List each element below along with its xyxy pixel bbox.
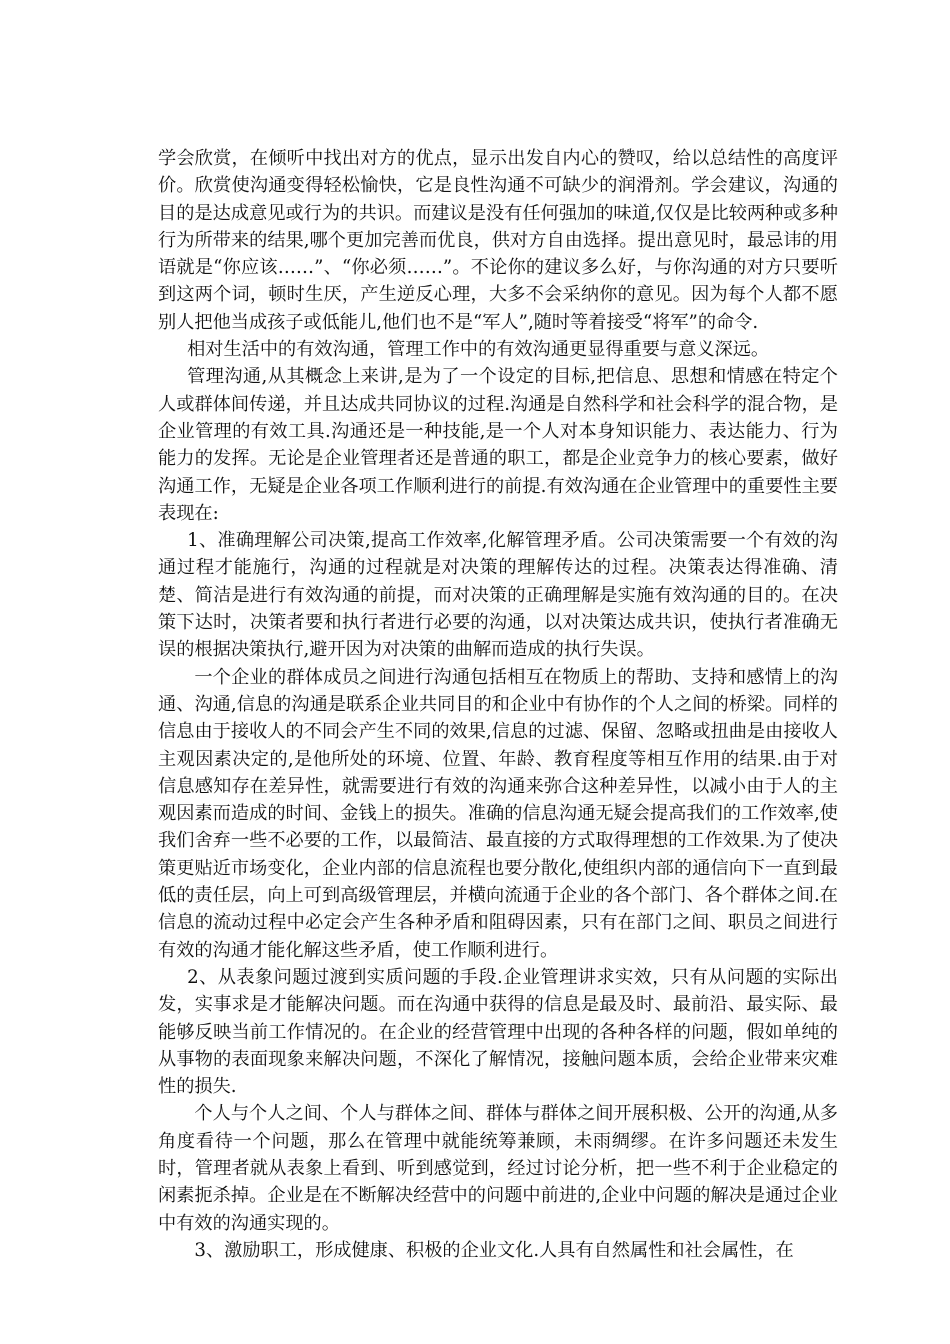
paragraph-point-2: 2、从表象问题过渡到实质问题的手段.企业管理讲求实效，只有从问题的实际出发，实事求是才能解决问题。而在沟通中获得的信息是最及时、最前沿、最实际、最能够反映当前工作情况的。在企业的经营管理中出现的各种各样的问题，假如单纯的从事物的表面现象来解决问题，不深化了解情况，接触问题本质，会给企业带来灾难性的损失. [158,966,838,1098]
paragraph-management-intro: 相对生活中的有效沟通，管理工作中的有效沟通更显得重要与意义深远。 [187,339,770,361]
paragraph-appreciation: 学会欣赏，在倾听中找出对方的优点，显示出发自内心的赞叹，给以总结性的高度评价。欣赏使沟通变得轻松愉快，它是良性沟通不可缺少的润滑剂。学会建议，沟通的目的是达成意见或行为的共识。而建议是没有任何强加的味道,仅仅是比较两种或多种行为所带来的结果,哪个更加完善而优良，供对方自由选择。提出意见时，最忌讳的用语就是“你应该……”、“你必须……”。不论你的建议多么好，与你沟通的对方只要听到这两个词，顿时生厌，产生逆反心理，大多不会采纳你的意见。因为每个人都不愿别人把他当成孩子或低能儿,他们也不是“军人”,随时等着接受“将军”的命令. [158,148,838,333]
paragraph-point-1: 1、准确理解公司决策,提高工作效率,化解管理矛盾。公司决策需要一个有效的沟通过程才能施行，沟通的过程就是对决策的理解传达的过程。决策表达得准确、清楚、简洁是进行有效沟通的前提，而对决策的正确理解是实施有效沟通的目的。在决策下达时，决策者要和执行者进行必要的沟通，以对决策达成共识，使执行者准确无误的根据决策执行,避开因为对决策的曲解而造成的执行失误。 [158,530,838,661]
paragraph-point-3: 3、激励职工，形成健康、积极的企业文化.人具有自然属性和社会属性，在 [194,1239,794,1261]
paragraph-open-communication: 个人与个人之间、个人与群体之间、群体与群体之间开展积极、公开的沟通,从多角度看待一个问题，那么在管理中就能统筹兼顾，未雨绸缪。在许多问题还未发生时，管理者就从表象上看到、听到感觉到，经过讨论分析，把一些不利于企业稳定的闲素扼杀掉。企业是在不断解决经营中的问题中前进的,企业中问题的解决是通过企业中有效的沟通实现的。 [158,1103,838,1234]
paragraph-management-communication: 管理沟通,从其概念上来讲,是为了一个设定的目标,把信息、思想和情感在特定个人或群体间传递，并且达成共同协议的过程.沟通是自然科学和社会科学的混合物，是企业管理的有效工具.沟通还是一种技能,是一个人对本身知识能力、表达能力、行为能力的发挥。无论是企业管理者还是普通的职工，都是企业竞争力的核心要素，做好沟通工作，无疑是企业各项工作顺利进行的前提.有效沟通在企业管理中的重要性主要表现在: [158,366,838,524]
paragraph-group-communication: 一个企业的群体成员之间进行沟通包括相互在物质上的帮助、支持和感情上的沟通、沟通,信息的沟通是联系企业共同目的和企业中有协作的个人之间的桥梁。同样的信息由于接收人的不同会产生不同的效果,信息的过滤、保留、忽略或扭曲是由接收人主观因素决定的,是他所处的环境、位置、年龄、教育程度等相互作用的结果.由于对信息感知存在差异性，就需要进行有效的沟通来弥合这种差异性，以减小由于人的主观因素而造成的时间、金钱上的损失。准确的信息沟通无疑会提高我们的工作效率,使我们舍弃一些不必要的工作，以最简洁、最直接的方式取得理想的工作效果.为了使决策更贴近市场变化，企业内部的信息流程也要分散化,使组织内部的通信向下一直到最低的责任层，向上可到高级管理层，并横向流通于企业的各个部门、各个群体之间.在信息的流动过程中必定会产生各种矛盾和阻碍因素，只有在部门之间、职员之间进行有效的沟通才能化解这些矛盾，使工作顺利进行。 [158,666,838,961]
document-page [158,145,838,1264]
